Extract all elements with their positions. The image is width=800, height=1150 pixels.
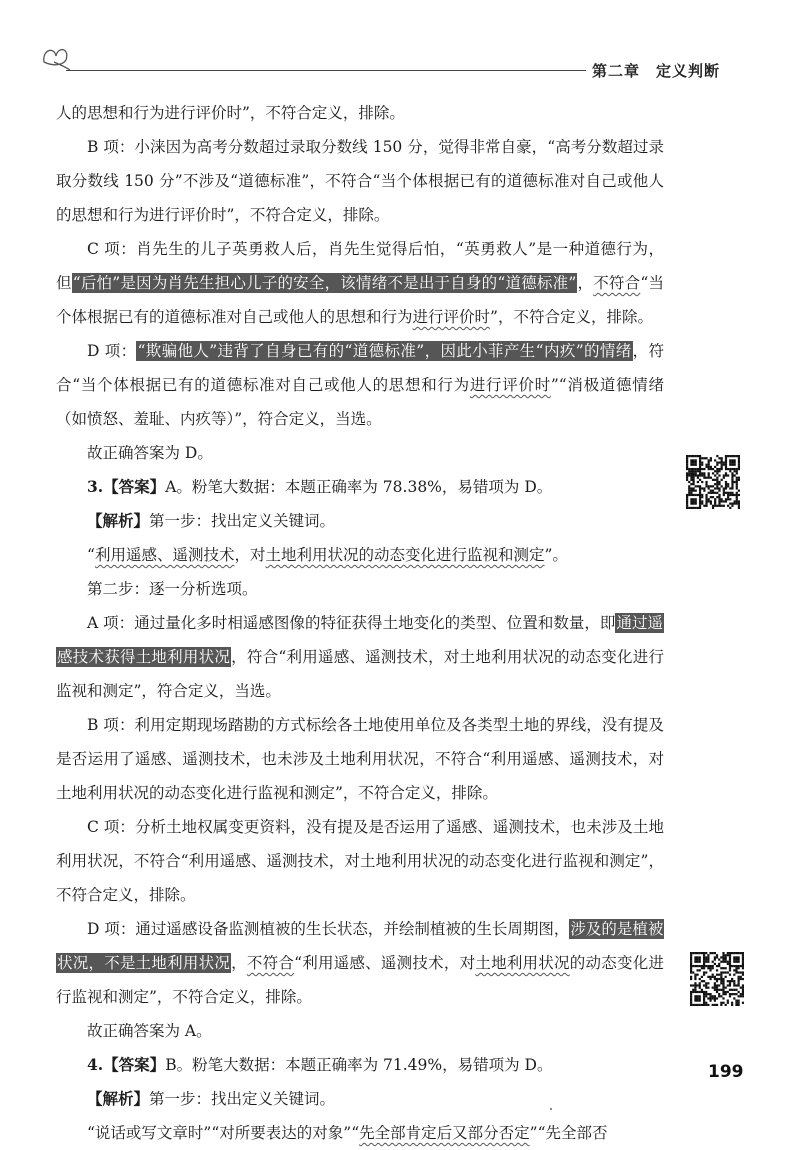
text-run: ，符合“利用遥感、遥测技术，对土地利用状况的动态变化进行监视和测定”，符合定义，当选。 [56,648,664,700]
highlighted-text: 通过遥感技术获得土地利用状况 [57,614,663,666]
page-header [0,0,800,80]
text-run: 故正确答案为 A。 [87,1022,212,1040]
text-run: ”“先全部否 [529,1124,608,1142]
text-run: B。粉笔大数据：本题正确率为 71.49%，易错项为 D。 [165,1056,553,1074]
paragraph-p15 [56,1048,664,1082]
wavy-underlined-text: 土地利用状况的动态变化进行监视和测定 [265,546,545,564]
leaf-icon [40,40,74,70]
paragraph-p10 [56,606,664,708]
wavy-underlined-text: 先全部肯定后又部分否定 [359,1124,530,1142]
text-run: 的动态变化进行监视和测定”，不符合定义，排除。 [56,954,664,1006]
highlighted-text: “后怕”是因为肖先生担心儿子的安全，该情绪不是出于自身的“道德标准” [72,274,577,292]
paragraph-p4 [56,334,664,436]
page-number: 199 [708,1062,744,1082]
bold-label: 【解析】 [87,1089,150,1108]
text-run: 人的思想和行为进行评价时”，不符合定义，排除。 [56,104,405,122]
wavy-underlined-text: 不符合 [593,274,641,292]
paragraph-p3 [56,232,664,334]
qr-code-icon[interactable] [686,455,740,509]
text-run: D 项： [87,342,137,360]
paragraph-p5 [56,436,664,470]
bold-label: 【解析】 [87,511,150,530]
text-run: D 项：通过遥感设备监测植被的生长状态，并绘制植被的生长周期图， [87,920,570,938]
chapter-title: 第二章 定义判断 [592,62,721,80]
paragraph-p7 [56,504,664,538]
text-run: 故正确答案为 D。 [87,444,213,462]
text-run: ”，不符合定义，排除。 [490,308,653,326]
text-run: C 项：分析土地权属变更资料，没有提及是否运用了遥感、遥测技术，也未涉及土地利用状况，不符合“利用遥感、遥测技术，对土地利用状况的动态变化进行监视和测定”，不符合定义，排除。 [56,818,664,904]
paragraph-p1 [56,96,664,130]
text-run: “说话或写文章时”“对所要表达的对象”“ [87,1124,360,1142]
paragraph-p16 [56,1082,664,1116]
qr-code-icon[interactable] [690,952,744,1006]
paragraph-p8 [56,538,664,572]
highlighted-text: 涉及的是植被状况，不是土地利用状况 [57,920,664,972]
bold-label: 4.【答案】 [87,1055,166,1074]
text-run: 第一步：找出定义关键词。 [149,1090,336,1108]
wavy-underlined-text: 进行评价时 [412,308,491,326]
text-run: ，符合“当个体根据已有的道德标准对自己或他人的思想和行为 [56,342,664,394]
text-run: “利用遥感、遥测技术，对 [294,954,476,972]
text-run: B 项：利用定期现场踏勘的方式标绘各土地使用单位及各类型土地的界线，没有提及是否运用了遥感、遥测技术，也未涉及土地利用状况，不符合“利用遥感、遥测技术，对土地利用状况的动态变化进行监视和测定”，不符合定义，排除。 [56,716,664,802]
text-run: B 项：小涞因为高考分数超过录取分数线 150 分，觉得非常自豪，“高考分数超过录取分数线 150 分”不涉及“道德标准”，不符合“当个体根据已有的道德标准对自己或他人的思想和行为进行评价时”，不符合定义，排除。 [56,138,664,224]
paragraph-p11 [56,708,664,810]
text-run: 第一步：找出定义关键词。 [149,512,336,530]
wavy-underlined-text: 利用遥感、遥测技术 [94,546,235,564]
paragraph-p13 [56,912,664,1014]
text-run: C 项：肖先生的儿子英勇救人后，肖先生觉得后怕，“英勇救人”是一种道德行为，但 [56,240,664,292]
paragraph-p17 [56,1116,664,1150]
paragraph-p14 [56,1014,664,1048]
bold-label: 3.【答案】 [87,477,166,496]
paragraph-p6 [56,470,664,504]
text-run: ， [231,954,247,972]
header-rule [66,70,586,71]
text-run: ，对 [234,546,266,564]
text-run: ”“消极道德情绪（如愤怒、羞耻、内疚等）”，符合定义，当选。 [56,376,664,428]
text-run: 第二步：逐一分析选项。 [87,580,258,598]
paragraph-p9 [56,572,664,606]
text-run: “当个体根据已有的道德标准对自己或他人的思想和行为 [56,274,664,326]
highlighted-text: “欺骗他人”违背了自身已有的“道德标准”，因此小菲产生“内疚”的情绪 [137,342,632,360]
wavy-underlined-text: 土地利用状况 [475,954,570,972]
text-run: ， [577,274,594,292]
text-run: ”。 [544,546,568,564]
text-run: “ [87,546,95,564]
article-body [56,96,664,1150]
wavy-underlined-text: 进行评价时 [469,376,551,394]
text-run: A 项：通过量化多时相遥感图像的特征获得土地变化的类型、位置和数量，即 [87,614,616,632]
paragraph-p12 [56,810,664,912]
scan-speck [550,1108,552,1110]
wavy-underlined-text: 不符合 [246,954,295,972]
text-run: A。粉笔大数据：本题正确率为 78.38%，易错项为 D。 [165,478,553,496]
paragraph-p2 [56,130,664,232]
